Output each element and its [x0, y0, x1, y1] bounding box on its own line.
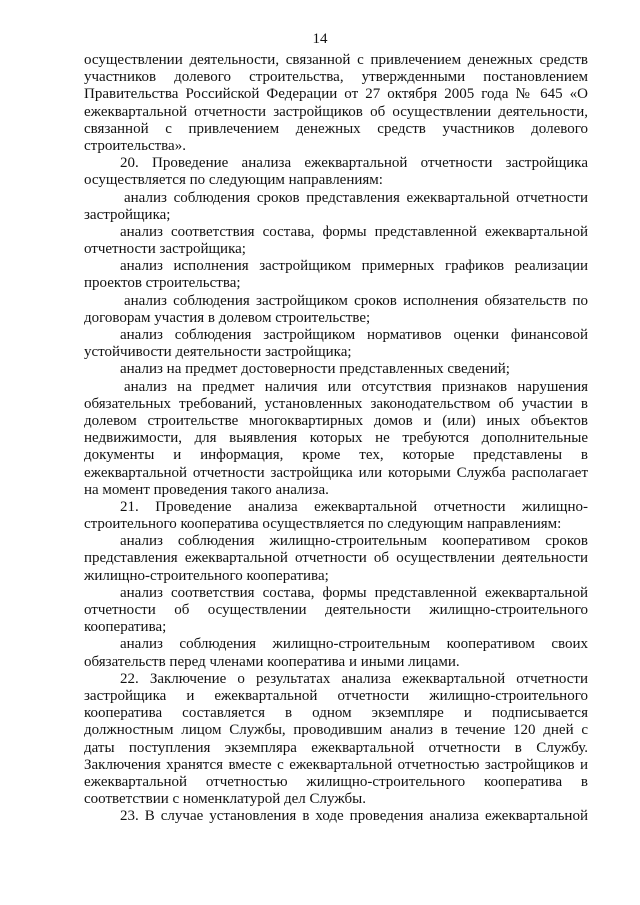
text-line: должностным лицом Службы, проводившим анализ в течение 120 дней с	[84, 722, 588, 739]
text-line: договорам участия в долевом строительстве;	[84, 309, 371, 326]
text-line: документы и информация, кроме тех, которые представлены в	[84, 447, 588, 464]
text-line: на момент проведения такого анализа.	[84, 481, 329, 498]
text-line: недвижимости, для выявления которых не требуются дополнительные	[84, 430, 588, 447]
text-line: ежеквартальной отчетности застройщика или которыми Служба располагает	[84, 464, 588, 481]
text-line: кооператива составляется в одном экземпляре и подписывается	[84, 705, 588, 722]
document-body	[84, 52, 588, 825]
text-line: ежеквартальной отчетностью жилищно-строительного кооператива в	[84, 773, 588, 790]
text-line: строительства».	[84, 137, 186, 154]
text-line: обязательств перед членами кооператива и иными лицами.	[84, 653, 460, 670]
text-line: проектов строительства;	[84, 275, 241, 292]
text-line: анализ соответствия состава, формы представленной ежеквартальной	[120, 584, 588, 601]
text-line: Заключения хранятся вместе с ежеквартальной отчетностью застройщиков и	[84, 756, 588, 773]
text-line: кооператива;	[84, 619, 167, 636]
text-line: осуществляется по следующим направлениям:	[84, 172, 383, 189]
text-line: осуществлении деятельности, связанной с привлечением денежных средств	[84, 52, 588, 68]
text-line: 23. В случае установления в ходе проведения анализа ежеквартальной	[120, 808, 588, 825]
text-line: анализ соблюдения сроков представления ежеквартальной отчетности	[124, 189, 588, 206]
text-line: представления ежеквартальной отчетности об осуществлении деятельности	[84, 550, 588, 567]
text-line: Правительства Российской Федерации от 27 октября 2005 года № 645 «О	[84, 86, 588, 103]
text-line: 21. Проведение анализа ежеквартальной отчетности жилищно-	[120, 498, 588, 515]
text-line: связанной с привлечением денежных средств участников долевого	[84, 120, 588, 137]
text-line: участников долевого строительства, утвержденными постановлением	[84, 69, 588, 86]
text-line: долевом строительстве многоквартирных домов и (или) иных объектов	[84, 412, 588, 429]
text-line: даты поступления экземпляра ежеквартальной отчетности в Службу.	[84, 739, 588, 756]
text-line: анализ соблюдения жилищно-строительным кооперативом своих	[120, 636, 588, 653]
page-number: 14	[312, 31, 328, 47]
text-line: застройщика и ежеквартальной отчетности жилищно-строительного	[84, 687, 588, 704]
text-line: анализ соблюдения застройщиком нормативов оценки финансовой	[120, 327, 588, 343]
text-line: застройщика;	[84, 206, 171, 223]
text-line: отчетности застройщика;	[84, 241, 246, 258]
text-line: 20. Проведение анализа ежеквартальной отчетности застройщика	[120, 155, 588, 172]
text-line: анализ на предмет наличия или отсутствия признаков нарушения	[124, 378, 588, 395]
text-line: соответствии с номенклатурой дел Службы.	[84, 791, 366, 808]
text-line: анализ исполнения застройщиком примерных графиков реализации	[120, 258, 588, 275]
text-line: строительного кооператива осуществляется по следующим направлениям:	[84, 516, 562, 533]
text-line: ежеквартальной отчетности застройщиков об осуществлении деятельности,	[84, 103, 588, 120]
text-line: отчетности об осуществлении деятельности жилищно-строительного	[84, 602, 588, 618]
text-line: 22. Заключение о результатах анализа ежеквартальной отчетности	[120, 670, 588, 687]
text-line: анализ соблюдения застройщиком сроков исполнения обязательств по	[124, 292, 588, 309]
text-line: устойчивости деятельности застройщика;	[84, 344, 352, 361]
text-line: анализ соответствия состава, формы представленной ежеквартальной	[120, 223, 588, 240]
text-line: обязательных требований, установленных законодательством об участии в	[84, 395, 588, 412]
text-line: жилищно-строительного кооператива;	[84, 567, 329, 584]
text-line: анализ на предмет достоверности представленных сведений;	[120, 361, 510, 378]
text-line: анализ соблюдения жилищно-строительным кооперативом сроков	[120, 533, 588, 550]
